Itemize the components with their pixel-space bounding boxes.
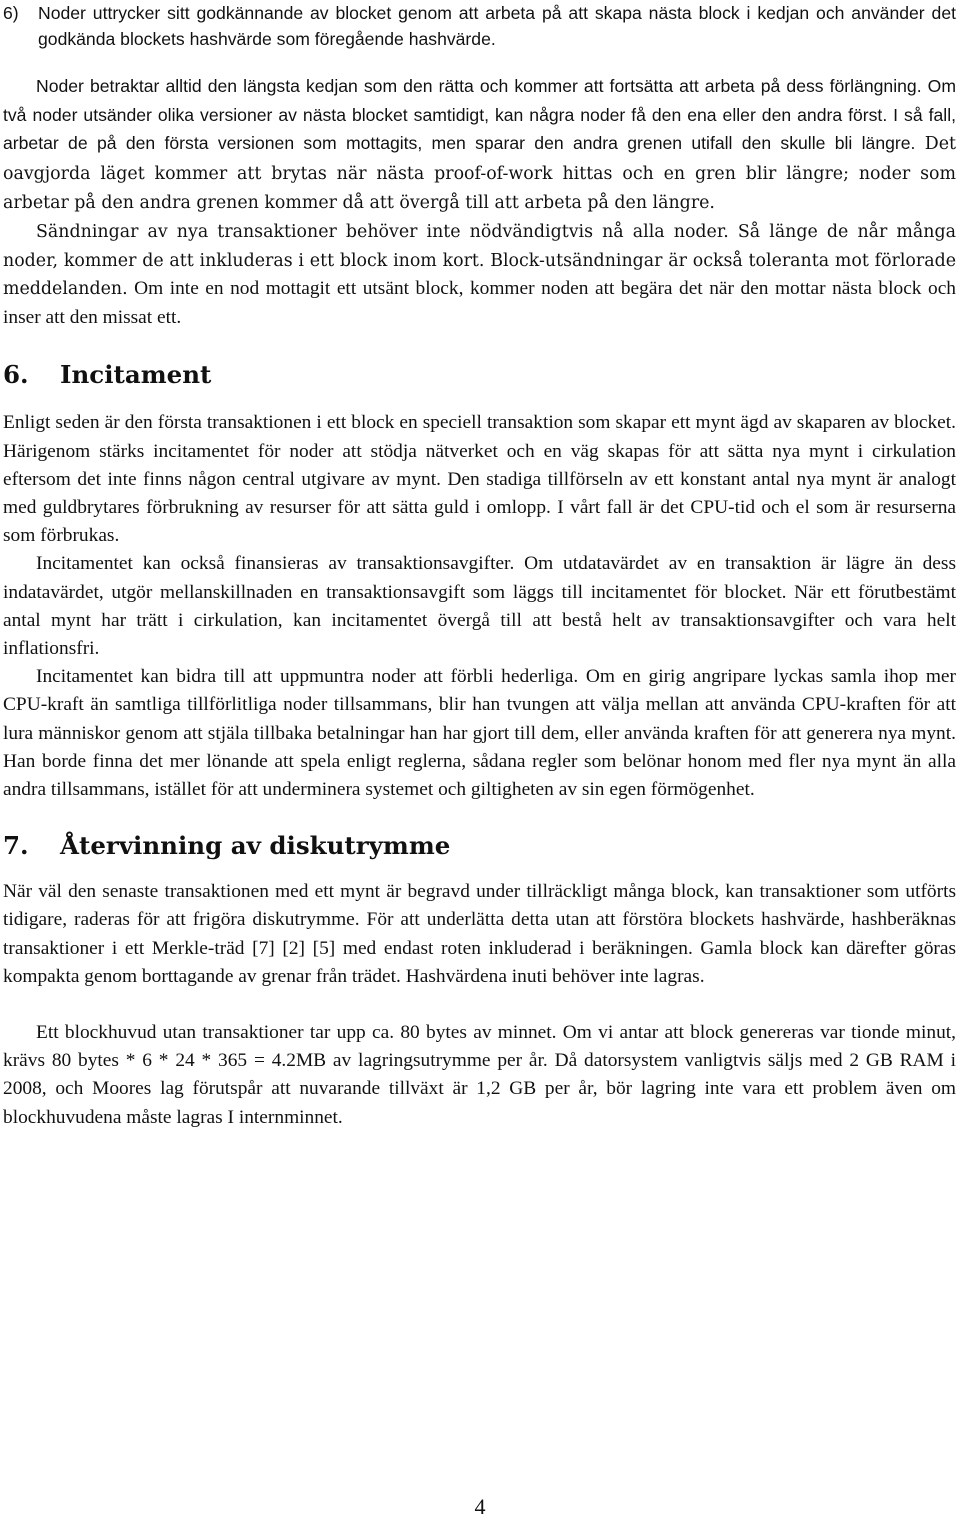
section-6-heading [3, 360, 956, 390]
section-7-paragraph-2: Ett blockhuvud utan transaktioner tar upp ca. 80 bytes av minnet. Om vi antar att block genereras var tionde minut, krävs 80 bytes * 6 * 24 * 365 = 4.2MB av lagringsutrymme per år. Då datorsystem vanligtvis säljs med 2 GB RAM i 2008, och Moores lag förutspår att nuvarande tillväxt är 1,2 GB per år, bör lagring inte vara ett problem även om blockhuvudena måste lagras I internminnet. [3, 1022, 956, 1128]
page-number: 4 [474, 1494, 486, 1519]
section-6-title: Incitament [60, 360, 212, 390]
section-7-number: 7. [3, 831, 29, 861]
section-7-heading [3, 831, 956, 861]
list-item-6 [3, 0, 956, 52]
list-item-text: Noder uttrycker sitt godkännande av blocket genom att arbeta på att skapa nästa block i kedjan och använder det godkända blockets hashvärde som föregående hashvärde. [38, 3, 956, 49]
paragraph-broadcast-part1: Sändningar av nya transaktioner behöver inte nödvändigtvis nå alla noder. Så länge de når många noder, kommer de att inkluderas i ett block inom kort. Block-utsändningar är också toleranta mot förlorade meddelanden. [3, 221, 956, 300]
section-7-title: Återvinning av diskutrymme [60, 831, 451, 861]
list-item-number: 6) [3, 3, 19, 23]
paragraph-longest-chain-sans: Noder betraktar alltid den längsta kedjan som den rätta och kommer att fortsätta att arbeta på dess förlängning. Om två noder utsänder olika versioner av nästa blocket samtidigt, kan några noder få den ena eller den andra först. I så fall, arbetar de på den första versionen som mottagits, men sparar den andra grenen utifall den skulle bli längre. [3, 76, 956, 154]
paragraph-broadcast [3, 218, 956, 332]
paragraph-broadcast-part2: Om inte en nod mottagit ett utsänt block, kommer noden att begära det när den mottar nästa block och inser att den missat ett. [3, 278, 956, 328]
paragraph-longest-chain [3, 72, 956, 218]
section-6-paragraph-1: Enligt seden är den första transaktionen i ett block en speciell transaktion som skapar ett mynt ägd av skaparen av blocket. Härigenom stärks incitamentet för noder att stödja nätverket och en väg skapas för att sätta nya mynt i cirkulation eftersom det inte finns någon central utgivare av mynt. Den stadiga tillförseln av ett konstant antal nya mynt är analogt med guldbrytares förbrukning av resurser för att sätta guld i omlopp. I vårt fall är det CPU-tid och el som är resurserna som förbrukas. [3, 412, 956, 547]
section-7-paragraph-1: När väl den senaste transaktionen med ett mynt är begravd under tillräckligt många block, kan transaktioner som utförts tidigare, raderas för att frigöra diskutrymme. För att underlätta detta utan att förstöra blockets hashvärde, hashberäknas transaktioner i ett Merkle-träd [7] [2] [5] med endast roten inkluderad i beräkningen. Gamla block kan därefter göras kompakta genom borttagande av grenar från trädet. Hashvärdena inuti behöver inte lagras. [3, 881, 956, 987]
section-6-paragraph-2: Incitamentet kan också finansieras av transaktionsavgifter. Om utdatavärdet av en transaktion är lägre än dess indatavärdet, utgör mellanskillnaden en transaktionsavgift som läggs till incitamentet för blocket. När ett förutbestämt antal mynt har trätt i cirkulation, kan incitamentet övergå till att bestå helt av transaktionsavgifter och vara helt inflationsfri. [3, 553, 956, 659]
section-6-paragraph-3: Incitamentet kan bidra till att uppmuntra noder att förbli hederliga. Om en girig angripare lyckas samla ihop mer CPU-kraft än samtliga tillförlitliga noder tillsammans, blir han tvungen att välja mellan att använda CPU-kraften för att lura människor genom att stjäla tillbaka betalningar han har gjort till dem, eller använda kraften för att generera nya mynt. Han borde finna det mer lönande att spela enligt reglerna, sådana regler som belönar honom med fler nya mynt än alla andra tillsammans, istället för att underminera systemet och giltigheten av sin egen förmögenhet. [3, 666, 956, 800]
section-6-number: 6. [3, 360, 29, 390]
paragraph-longest-chain-tiebreak: Det oavgjorda läget kommer att brytas när nästa proof-of-work hittas och en gren blir längre; noder som arbetar på den andra grenen kommer då att övergå till att arbeta på den längre. [3, 134, 957, 214]
page-content [3, 0, 956, 1132]
